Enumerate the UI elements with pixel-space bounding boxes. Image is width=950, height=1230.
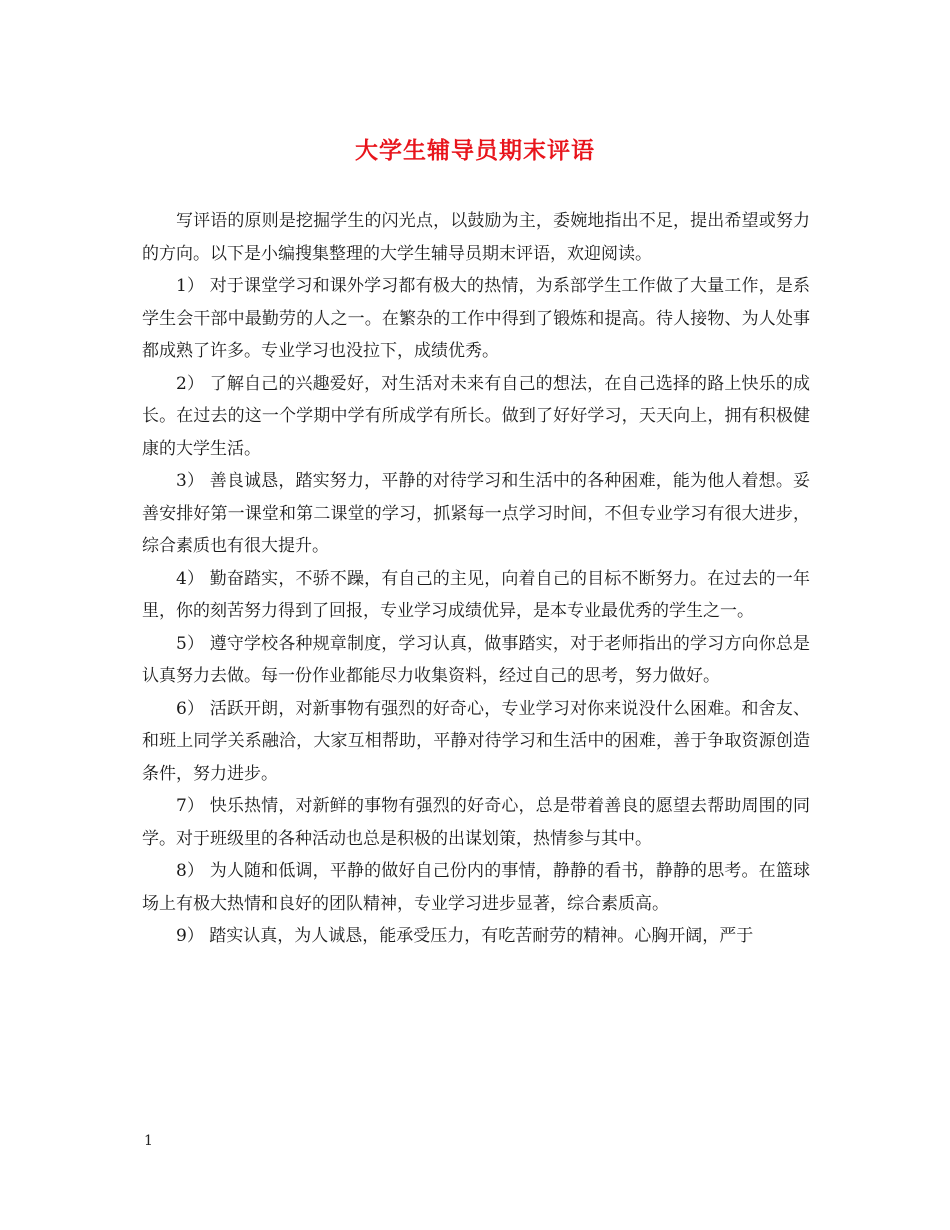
paragraph-intro: 写评语的原则是挖掘学生的闪光点，以鼓励为主，委婉地指出不足，提出希望或努力的方向。以下是小编搜集整理的大学生辅导员期末评语，欢迎阅读。 xyxy=(142,211,810,264)
paragraph-comment-9: 9） 踏实认真，为人诚恳，能承受压力，有吃苦耐劳的精神。心胸开阔，严于 xyxy=(176,926,754,946)
document-title: 大学生辅导员期末评语 xyxy=(355,137,595,164)
paragraph-comment-4: 4） 勤奋踏实，不骄不躁，有自己的主见，向着自己的目标不断努力。在过去的一年里，你的刻苦努力得到了回报，专业学习成绩优异，是本专业最优秀的学生之一。 xyxy=(142,568,810,621)
paragraph-comment-7: 7） 快乐热情，对新鲜的事物有强烈的好奇心，总是带着善良的愿望去帮助周围的同学。对于班级里的各种活动也总是积极的出谋划策，热情参与其中。 xyxy=(142,796,810,849)
paragraph-comment-3: 3） 善良诚恳，踏实努力，平静的对待学习和生活中的各种困难，能为他人着想。妥善安排好第一课堂和第二课堂的学习，抓紧每一点学习时间，不但专业学习有很大进步，综合素质也有很大提升。 xyxy=(142,471,810,556)
page-number: 1 xyxy=(144,1133,153,1149)
paragraph-comment-5: 5） 遵守学校各种规章制度，学习认真，做事踏实，对于老师指出的学习方向你总是认真努力去做。每一份作业都能尽力收集资料，经过自己的思考，努力做好。 xyxy=(142,633,810,686)
paragraph-comment-1: 1） 对于课堂学习和课外学习都有极大的热情，为系部学生工作做了大量工作，是系学生会干部中最勤劳的人之一。在繁杂的工作中得到了锻炼和提高。待人接物、为人处事都成熟了许多。专业学习也没拉下，成绩优秀。 xyxy=(142,276,810,361)
paragraph-comment-2: 2） 了解自己的兴趣爱好，对生活对未来有自己的想法，在自己选择的路上快乐的成长。在过去的这一个学期中学有所成学有所长。做到了好好学习，天天向上，拥有积极健康的大学生活。 xyxy=(142,373,810,459)
document-body xyxy=(142,205,810,953)
paragraph-comment-8: 8） 为人随和低调，平静的做好自己份内的事情，静静的看书，静静的思考。在篮球场上有极大热情和良好的团队精神，专业学习进步显著，综合素质高。 xyxy=(142,861,810,914)
paragraph-comment-6: 6） 活跃开朗，对新事物有强烈的好奇心，专业学习对你来说没什么困难。和舍友、和班上同学关系融洽，大家互相帮助，平静对待学习和生活中的困难，善于争取资源创造条件，努力进步。 xyxy=(142,698,810,784)
